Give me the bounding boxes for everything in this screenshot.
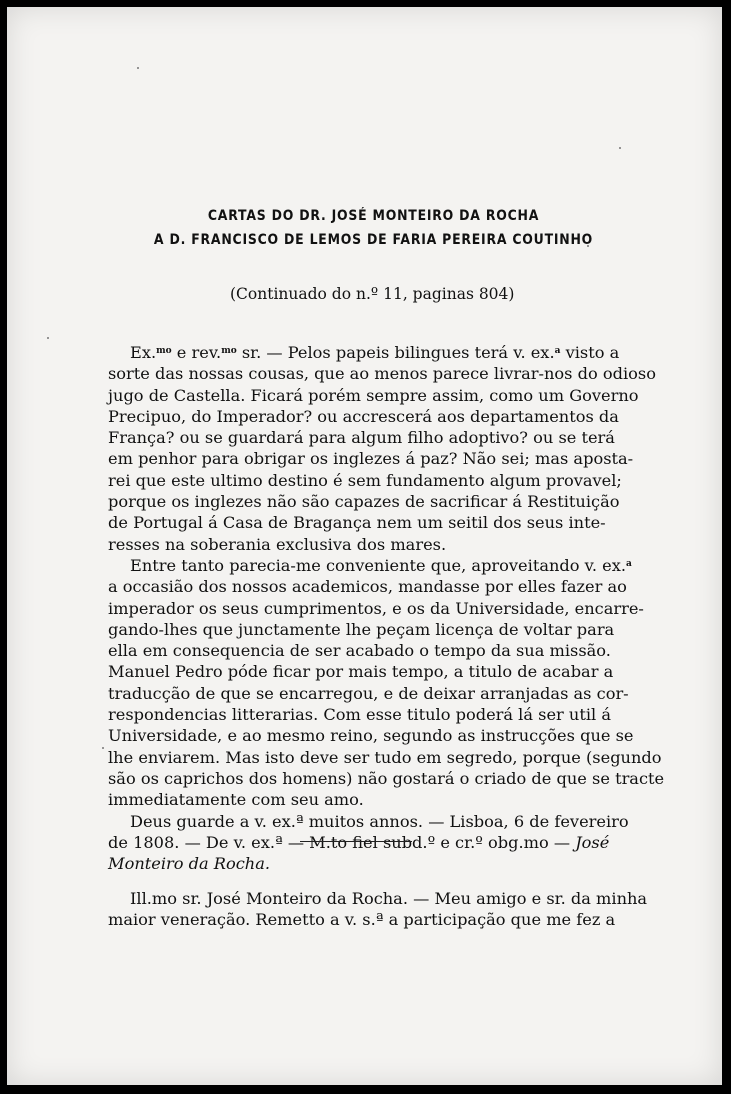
text-run: de 1808. — De v. ex.ª — M.to fiel subd.º e cr.º obg.mo — — [108, 832, 571, 852]
letter-1-body — [108, 342, 665, 874]
signature: Monteiro da Rocha. — [108, 854, 271, 874]
letter-2-body — [108, 888, 648, 931]
section-divider — [300, 841, 412, 842]
text-line: resses na soberania exclusiva dos mares. — [108, 534, 447, 554]
text-line: Precipuo, do Imperador? ou accrescerá aos departamentos da — [108, 406, 619, 426]
text-line: lhe enviarem. Mas isto deve ser tudo em segredo, porque (segundo — [108, 747, 662, 767]
salutation: Ex. — [130, 343, 157, 362]
text-line: gando-lhes que junctamente lhe peçam licença de voltar para — [108, 619, 615, 639]
text-run: sr. — Pelos papeis bilingues terá v. ex. — [236, 343, 555, 362]
text-line: sorte das nossas cousas, que ao menos parece livrar-nos do odioso — [108, 364, 656, 384]
text-line — [108, 555, 632, 576]
text-run: Entre tanto parecia-me conveniente que, aproveitando v. ex. — [130, 555, 627, 575]
text-line: em penhor para obrigar os inglezes á paz? Não sei; mas aposta- — [108, 449, 634, 469]
superscript: a — [554, 346, 561, 356]
text-line: maior veneração. Remetto a v. s.ª a participação que me fez a — [108, 910, 616, 930]
text-run: visto a — [560, 343, 620, 362]
text-line: traducção de que se encarregou, e de deixar arranjadas as cor- — [108, 683, 629, 703]
text-line: porque os inglezes não são capazes de sacrificar á Restituição — [108, 492, 620, 512]
text-line: França? ou se guardará para algum filho adoptivo? ou se terá — [108, 428, 615, 448]
salutation: e rev. — [171, 343, 222, 362]
text-line: Ill.mo sr. José Monteiro da Rocha. — Meu amigo e sr. da minha — [130, 889, 648, 908]
superscript: mo — [156, 346, 172, 356]
text-line: a occasião dos nossos academicos, mandasse por elles fazer ao — [108, 577, 627, 597]
letter-1-opening-line — [108, 342, 620, 363]
text-line: Universidade, e ao mesmo reino, segundo as instrucções que se — [108, 726, 634, 746]
paper-speck — [102, 747, 104, 749]
superscript: a — [626, 558, 632, 569]
signature-line — [108, 853, 586, 874]
text-line: immediatamente com seu amo. — [108, 790, 364, 810]
text-line: Manuel Pedro póde ficar por mais tempo, a titulo de acabar a — [108, 662, 614, 682]
text-line: jugo de Castella. Ficará porém sempre assim, como um Governo — [108, 385, 639, 405]
paper-speck — [619, 147, 621, 149]
paper-speck — [137, 67, 139, 69]
text-line: ella em consequencia de ser acabado o tempo da sua missão. — [108, 641, 611, 661]
continuation-note: (Continuado do n.º 11, paginas 804) — [230, 285, 515, 303]
text-line: imperador os seus cumprimentos, e os da Universidade, encarre- — [108, 598, 644, 618]
closing-line — [108, 832, 610, 853]
closing-line: Deus guarde a v. ex.ª muitos annos. — Lisboa, 6 de fevereiro — [130, 811, 629, 831]
signature: José — [575, 832, 610, 852]
text-line: são os caprichos dos homens) não gostará o criado de que se tracte — [108, 768, 665, 788]
paper-speck — [47, 337, 49, 339]
text-line: de Portugal á Casa de Bragança nem um seitil dos seus inte- — [108, 513, 606, 533]
article-title-line-1: CARTAS DO DR. JOSÉ MONTEIRO DA ROCHA — [207, 208, 540, 224]
superscript: mo — [221, 346, 237, 356]
text-line: rei que este ultimo destino é sem fundamento algum provavel; — [108, 470, 622, 490]
text-line: respondencias litterarias. Com esse titulo poderá lá ser util á — [108, 705, 612, 725]
article-title-line-2: A D. FRANCISCO DE LEMOS DE FARIA PEREIRA COUTINHO — [153, 232, 594, 248]
